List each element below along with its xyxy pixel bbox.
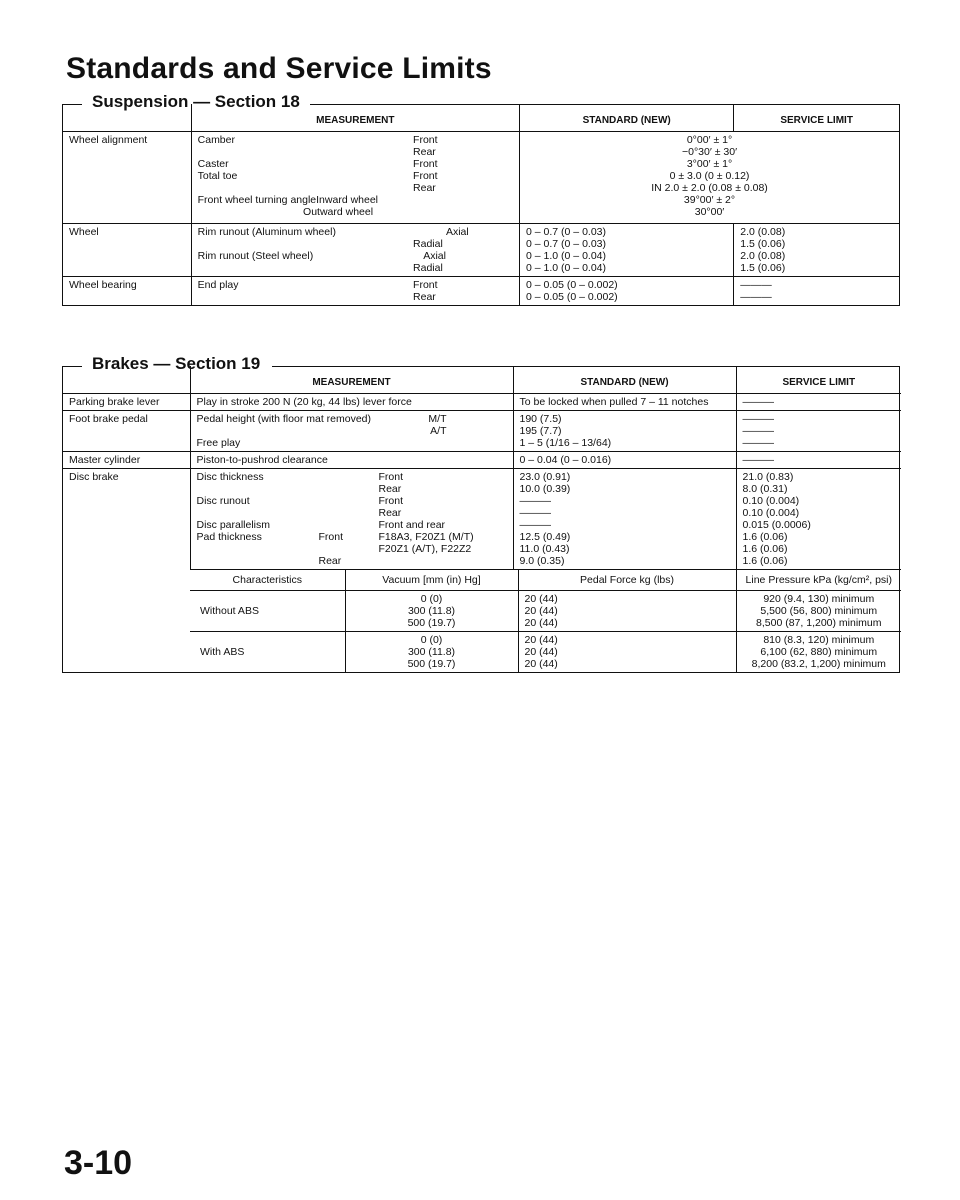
brakes-heading: Brakes — Section 19: [92, 354, 268, 374]
measure-line: Free play: [196, 437, 241, 449]
char-row-label: Without ABS: [190, 591, 345, 632]
brakes-header-blank: [63, 366, 190, 394]
measure-line: Rear: [378, 483, 402, 495]
brakes-header-row: [63, 366, 901, 394]
row-standard: 0 – 0.7 (0 – 0.03) 0 – 0.7 (0 – 0.03) 0 – 1.0 (0 – 0.04) 0 – 1.0 (0 – 0.04): [520, 224, 734, 277]
row-standard: 190 (7.5) 195 (7.7) 1 – 5 (1/16 – 13/64): [513, 411, 736, 452]
suspension-table-box: [62, 104, 900, 306]
suspension-col-service: SERVICE LIMIT: [734, 104, 899, 132]
char-line-pressure: 920 (9.4, 130) minimum 5,500 (56, 800) minimum 8,500 (87, 1,200) minimum: [736, 591, 901, 632]
suspension-table: [63, 104, 899, 305]
measure-line: Caster Front: [197, 158, 438, 170]
table-row: [63, 411, 901, 452]
measure-line: F20Z1 (A/T), F22Z2: [378, 543, 472, 555]
row-measurement: [191, 224, 519, 277]
measure-line: A/T: [430, 425, 447, 437]
row-item-label: Wheel bearing: [63, 277, 191, 306]
suspension-header-row: [63, 104, 899, 132]
suspension-heading: Suspension — Section 18: [92, 92, 308, 112]
row-measurement: [191, 277, 519, 306]
measure-line: Disc runout Front: [196, 495, 404, 507]
table-row: [63, 452, 901, 469]
char-col-line-pressure: Line Pressure kPa (kg/cm², psi): [736, 570, 901, 591]
measure-line: End play Front: [197, 279, 438, 291]
table-row: [63, 277, 899, 306]
measure-line: Disc thickness Front: [196, 471, 404, 483]
char-col-vacuum: Vacuum [mm (in) Hg]: [345, 570, 518, 591]
row-item-label: Master cylinder: [63, 452, 190, 469]
row-standard-span: 0°00′ ± 1° −0°30′ ± 30′ 3°00′ ± 1° 0 ± 3.0 (0 ± 0.12) IN 2.0 ± 2.0 (0.08 ± 0.08) 39°00′ ± 2° 30°00′: [520, 132, 899, 224]
measure-line: Rear: [378, 507, 402, 519]
row-item-label: Foot brake pedal: [63, 411, 190, 452]
row-standard: 0 – 0.05 (0 – 0.002) 0 – 0.05 (0 – 0.002): [520, 277, 734, 306]
row-service-limit: ——— ——— ———: [736, 411, 901, 452]
measure-line: Radial: [413, 262, 443, 274]
row-measurement: [190, 469, 513, 570]
char-vacuum: 0 (0) 300 (11.8) 500 (19.7): [345, 591, 518, 632]
brakes-col-measurement: MEASUREMENT: [190, 366, 513, 394]
table-row: [63, 394, 901, 411]
measure-line: Pad thickness Front F18A3, F20Z1 (M/T): [196, 531, 474, 543]
row-service-limit: ———: [736, 452, 901, 469]
row-measurement: [190, 411, 513, 452]
row-item-label: Wheel alignment: [63, 132, 191, 224]
brakes-table-box: [62, 366, 900, 673]
suspension-header-blank: [63, 104, 191, 132]
measure-line: Outward wheel: [303, 206, 374, 218]
suspension-col-standard: STANDARD (NEW): [520, 104, 734, 132]
table-row: [63, 224, 899, 277]
measure-line: Pedal height (with floor mat removed) M/T: [196, 413, 447, 425]
measure-line: Disc parallelism Front and rear: [196, 519, 446, 531]
char-vacuum: 0 (0) 300 (11.8) 500 (19.7): [345, 632, 518, 673]
page-number: 3-10: [64, 1144, 133, 1182]
row-measurement: Piston-to-pushrod clearance: [190, 452, 513, 469]
row-item-label: Disc brake: [63, 469, 190, 673]
measure-line: Camber Front: [197, 134, 438, 146]
table-row: [63, 469, 901, 570]
measure-line: Rear: [413, 146, 436, 158]
row-measurement: Play in stroke 200 N (20 kg, 44 lbs) lever force: [190, 394, 513, 411]
char-line-pressure: 810 (8.3, 120) minimum 6,100 (62, 880) minimum 8,200 (83.2, 1,200) minimum: [736, 632, 901, 673]
row-service-limit: ——— ———: [734, 277, 899, 306]
brakes-col-standard: STANDARD (NEW): [513, 366, 736, 394]
measure-line: Rear: [413, 182, 436, 194]
row-standard: 0 – 0.04 (0 – 0.016): [513, 452, 736, 469]
measure-line: Rim runout (Aluminum wheel) Axial: [197, 226, 469, 238]
row-item-label: Wheel: [63, 224, 191, 277]
measure-line: Rim runout (Steel wheel) Axial: [197, 250, 446, 262]
row-measurement: [191, 132, 519, 224]
measure-line: Front wheel turning angle Inward wheel: [197, 194, 379, 206]
row-item-label: Parking brake lever: [63, 394, 190, 411]
char-col-pedal-force: Pedal Force kg (lbs): [518, 570, 736, 591]
row-standard: 23.0 (0.91) 10.0 (0.39) ——— ——— ——— 12.5 (0.49) 11.0 (0.43) 9.0 (0.35): [513, 469, 736, 570]
char-row-label: With ABS: [190, 632, 345, 673]
char-col-characteristics: Characteristics: [190, 570, 345, 591]
char-pedal-force: 20 (44) 20 (44) 20 (44): [518, 632, 736, 673]
row-service-limit: ———: [736, 394, 901, 411]
measure-line: Total toe Front: [197, 170, 438, 182]
brakes-col-service: SERVICE LIMIT: [736, 366, 901, 394]
suspension-col-measurement: MEASUREMENT: [191, 104, 519, 132]
row-service-limit: 21.0 (0.83) 8.0 (0.31) 0.10 (0.004) 0.10 (0.004) 0.015 (0.0006) 1.6 (0.06) 1.6 (0.06) 1.6 (0.06): [736, 469, 901, 570]
brakes-table: [63, 366, 901, 672]
row-service-limit: 2.0 (0.08) 1.5 (0.06) 2.0 (0.08) 1.5 (0.06): [734, 224, 899, 277]
table-row: [63, 132, 899, 224]
row-standard: To be locked when pulled 7 – 11 notches: [513, 394, 736, 411]
char-pedal-force: 20 (44) 20 (44) 20 (44): [518, 591, 736, 632]
measure-line: Rear: [413, 291, 436, 303]
measure-line: Rear: [318, 555, 342, 567]
measure-line: Radial: [413, 238, 443, 250]
page-title: Standards and Service Limits: [66, 52, 492, 85]
